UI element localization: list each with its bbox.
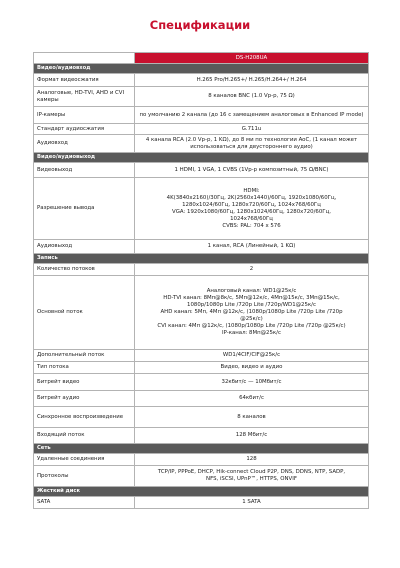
spec-value: Видео, видео и аудио [135, 362, 369, 374]
spec-value: 1 HDMI, 1 VGA, 1 CVBS (1Vp-p композитный, 75 Ω/BNC) [135, 163, 369, 178]
section-header [34, 153, 369, 163]
spec-value: 4 канала RCA (2.0 Vp-p, 1 KΩ), до 8 ми по технологии AoC, (1 канал может использоваться для двустороннего аудио) [135, 135, 369, 153]
spec-row [34, 350, 369, 362]
spec-label: Аналоговые, HD-TVI, AHD и CVI камеры [34, 87, 135, 107]
spec-row [34, 454, 369, 466]
spec-value: 32кбит/с — 10Мбит/с [135, 374, 369, 391]
section-title: Сеть [34, 444, 369, 454]
spec-row [34, 135, 369, 153]
spec-value: 2 [135, 264, 369, 276]
spec-value: 8 каналов BNC (1.0 Vp-p, 75 Ω) [135, 87, 369, 107]
spec-label: Формат видеосжатия [34, 74, 135, 87]
spec-label: Тип потока [34, 362, 135, 374]
spec-label: Основной поток [34, 276, 135, 350]
spec-value: H.265 Pro/H.265+/ H.265/H.264+/ H.264 [135, 74, 369, 87]
spec-row [34, 362, 369, 374]
spec-label: Протоколы [34, 466, 135, 487]
model-header-row [34, 53, 369, 64]
spec-label: IP-камеры [34, 107, 135, 124]
spec-row [34, 74, 369, 87]
section-title: Видео/аудиовыход [34, 153, 369, 163]
spec-row [34, 107, 369, 124]
spec-row [34, 124, 369, 135]
section-header [34, 444, 369, 454]
spec-row [34, 374, 369, 391]
spec-value: 8 каналов [135, 407, 369, 428]
spec-value: HDMI: 4K(3840x2160)/30Гц, 2K(2560x1440)/60Гц, 1920x1080/60Гц, 1280x1024/60Гц, 1280x720/60Гц, 1024x768/60Гц VGA: 1920x1080/60Гц, 1280x1024/60Гц, 1280x720/60Гц, 1024x768/60Гц CVBS: PAL: 704 x 576 [135, 178, 369, 240]
spec-label: Стандарт аудиосжатия [34, 124, 135, 135]
spec-row [34, 428, 369, 444]
section-title: Видео/аудиовход [34, 64, 369, 74]
spec-value: 64кбит/с [135, 391, 369, 407]
spec-value: WD1/4CIF/CIF@25к/с [135, 350, 369, 362]
spec-value: 128 Мбит/с [135, 428, 369, 444]
spec-label: Битрейт аудио [34, 391, 135, 407]
model-header-blank [34, 53, 135, 64]
spec-label: Аудиовыход [34, 240, 135, 254]
section-title: Жесткий диск [34, 487, 369, 497]
spec-row [34, 240, 369, 254]
model-name: DS-H208UA [135, 53, 369, 64]
spec-label: Удаленные соединения [34, 454, 135, 466]
spec-label: SATA [34, 497, 135, 509]
spec-row [34, 466, 369, 487]
spec-label: Аудиовход [34, 135, 135, 153]
spec-row [34, 264, 369, 276]
spec-value: 1 SATA [135, 497, 369, 509]
spec-label: Разрешение вывода [34, 178, 135, 240]
spec-value: TCP/IP, PPPoE, DHCP, Hik-connect Cloud P2P, DNS, DDNS, NTP, SADP, NFS, iSCSI, UPnP™, HTTPS, ONVIF [135, 466, 369, 487]
spec-row [34, 391, 369, 407]
spec-row [34, 407, 369, 428]
spec-value: 128 [135, 454, 369, 466]
spec-row [34, 178, 369, 240]
spec-value: G.711u [135, 124, 369, 135]
spec-label: Видеовыход [34, 163, 135, 178]
section-title: Запись [34, 254, 369, 264]
spec-table [33, 52, 369, 509]
spec-row [34, 497, 369, 509]
spec-value: по умолчанию 2 канала (до 16 с замещением аналоговых в Enhanced IP mode) [135, 107, 369, 124]
section-header [34, 254, 369, 264]
spec-label: Дополнительный поток [34, 350, 135, 362]
spec-row [34, 276, 369, 350]
spec-label: Количество потоков [34, 264, 135, 276]
page-title: Спецификации [149, 18, 251, 32]
spec-value: 1 канал, RCA (Линейный, 1 KΩ) [135, 240, 369, 254]
spec-row [34, 87, 369, 107]
section-header [34, 64, 369, 74]
spec-label: Входящий поток [34, 428, 135, 444]
spec-label: Битрейт видео [34, 374, 135, 391]
spec-value: Аналоговый канал: WD1@25к/с HD-TVI канал: 8Мп@8к/с, 5Мп@12к/с, 4Мп@15к/с, 3Мп@15к/с, 1080p/1080p Lite /720p Lite /720p/WD1@25к/с AHD канал: 5Мп, 4Мп @12к/с, (1080p/1080p Lite /720p Lite /720p @25к/с) CVI канал: 4Мп @12к/с, (1080p/1080p Lite /720p Lite /720p @25к/с) IP-канал: 8Мп@25к/с [135, 276, 369, 350]
spec-row [34, 163, 369, 178]
spec-label: Синхронное воспроизведение [34, 407, 135, 428]
section-header [34, 487, 369, 497]
